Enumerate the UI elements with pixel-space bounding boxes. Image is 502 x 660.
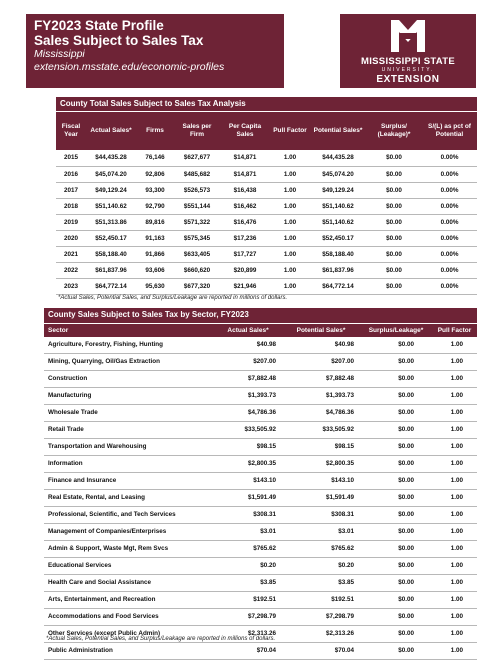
sector-name-cell: Finance and Insurance [44,473,214,490]
sector-name-cell: Agriculture, Forestry, Fishing, Hunting [44,337,214,354]
table-row [44,507,477,524]
table1-header-cell: S/(L) as pct of Potential [422,112,477,150]
table-cell: $0.00 [366,182,422,198]
table-cell: $7,298.79 [214,609,282,626]
table-row [56,198,477,214]
table-cell: 1.00 [432,609,477,626]
table-cell: 0.00% [422,214,477,230]
table-cell: 1.00 [432,626,477,643]
sector-name-cell: Retail Trade [44,422,214,439]
table-cell: $16,476 [220,214,270,230]
table-row [56,166,477,182]
table-cell: $0.00 [360,337,432,354]
table-cell: $0.00 [366,198,422,214]
table-cell: 1.00 [432,558,477,575]
table-cell: 1.00 [432,643,477,660]
table-cell: 0.00% [422,246,477,262]
table1-header-cell: Firms [136,112,174,150]
table-cell: $49,129.24 [86,182,136,198]
table-cell: 0.00% [422,278,477,294]
table-cell: $192.51 [282,592,360,609]
table-cell: 1.00 [432,456,477,473]
table-row [56,150,477,166]
table-row [44,592,477,609]
table-cell: $0.00 [360,541,432,558]
table-cell: $0.00 [366,278,422,294]
table-cell: 91,163 [136,230,174,246]
table-cell: $7,298.79 [282,609,360,626]
table-cell: $0.00 [360,524,432,541]
table-cell: $660,620 [174,262,220,278]
table-cell: $0.00 [360,405,432,422]
table-cell: $3.85 [282,575,360,592]
table-row [56,246,477,262]
sector-name-cell: Professional, Scientific, and Tech Services [44,507,214,524]
table-cell: 1.00 [432,592,477,609]
table-cell: 0.00% [422,150,477,166]
table-cell: $45,074.20 [86,166,136,182]
table-cell: $2,800.35 [282,456,360,473]
table-cell: $0.00 [360,473,432,490]
logo-university: MISSISSIPPI STATE [361,56,455,67]
table1-header-cell: Surplus/ (Leakage)* [366,112,422,150]
table-row [44,575,477,592]
table-cell: $207.00 [282,354,360,371]
sector-name-cell: Admin & Support, Waste Mgt, Rem Svcs [44,541,214,558]
table-cell: 1.00 [270,150,310,166]
table-row [44,558,477,575]
table-cell: 1.00 [432,422,477,439]
sector-name-cell: Information [44,456,214,473]
table-cell: $2,800.35 [214,456,282,473]
table1-header-cell: Fiscal Year [56,112,86,150]
table-row [56,230,477,246]
table-cell: $485,682 [174,166,220,182]
table-cell: 1.00 [270,230,310,246]
logo-university-sub: UNIVERSITY. [381,67,435,73]
table-row [56,262,477,278]
table-cell: 1.00 [432,473,477,490]
table-cell: $0.00 [360,439,432,456]
table2-header-cell: Pull Factor [432,324,477,337]
table-cell: 1.00 [270,214,310,230]
table-cell: $526,573 [174,182,220,198]
county-total-sales-table [56,112,477,295]
table-cell: $98.15 [282,439,360,456]
table-cell: $4,786.36 [214,405,282,422]
table-cell: $627,677 [174,150,220,166]
table-cell: 1.00 [270,278,310,294]
table-cell: $16,462 [220,198,270,214]
table-cell: 0.00% [422,182,477,198]
table-cell: $17,236 [220,230,270,246]
table-cell: $14,871 [220,166,270,182]
table-cell: 1.00 [270,262,310,278]
table-cell: 89,816 [136,214,174,230]
table-cell: $61,837.96 [310,262,366,278]
table-cell: $575,345 [174,230,220,246]
table-cell: 0.00% [422,262,477,278]
table2-title: County Sales Subject to Sales Tax by Sector, FY2023 [44,308,477,323]
logo-extension: EXTENSION [376,74,440,85]
table-cell: $0.00 [360,490,432,507]
table-cell: $0.00 [360,456,432,473]
table-row [44,541,477,558]
table-cell: 1.00 [432,490,477,507]
table-cell: $51,140.62 [86,198,136,214]
table-cell: 2019 [56,214,86,230]
table-row [56,278,477,294]
table-cell: 1.00 [432,541,477,558]
table-cell: 95,630 [136,278,174,294]
table1-header-cell: Pull Factor [270,112,310,150]
table-cell: $44,435.28 [86,150,136,166]
table-cell: $33,505.92 [214,422,282,439]
table2-header-cell: Actual Sales* [214,324,282,337]
sector-name-cell: Transportation and Warehousing [44,439,214,456]
table2-footnote: *Actual Sales, Potential Sales, and Surplus/Leakage are reported in millions of dollars. [46,636,276,642]
table1-header-cell: Sales per Firm [174,112,220,150]
table-cell: 1.00 [432,337,477,354]
table-cell: $0.00 [360,507,432,524]
table1-footnote: *Actual Sales, Potential Sales, and Surplus/Leakage are reported in millions of dollars. [58,295,288,301]
table-cell: $40.98 [282,337,360,354]
table-cell: $7,882.48 [214,371,282,388]
table-row [44,609,477,626]
table2-header-cell: Sector [44,324,214,337]
table1-header-cell: Per Capita Sales [220,112,270,150]
sector-name-cell: Real Estate, Rental, and Leasing [44,490,214,507]
table-cell: 1.00 [270,166,310,182]
table-cell: $0.00 [366,262,422,278]
table-cell: 1.00 [432,354,477,371]
sector-name-cell: Health Care and Social Assistance [44,575,214,592]
table1-header-cell: Potential Sales* [310,112,366,150]
table-cell: $52,450.17 [86,230,136,246]
table-cell: 2017 [56,182,86,198]
table-cell: 2016 [56,166,86,182]
table-cell: $1,591.49 [214,490,282,507]
table-cell: 2023 [56,278,86,294]
table-row [56,214,477,230]
table-row [44,456,477,473]
table-cell: $0.00 [360,592,432,609]
table-cell: 76,146 [136,150,174,166]
table-cell: $0.00 [366,246,422,262]
table-cell: $0.00 [366,166,422,182]
table-cell: $0.00 [366,230,422,246]
table-cell: $58,188.40 [86,246,136,262]
table-cell: $0.00 [360,388,432,405]
header-title: FY2023 State Profile [34,18,164,33]
table-cell: 1.00 [432,388,477,405]
table-cell: $58,188.40 [310,246,366,262]
msu-seal-icon [389,18,427,54]
table-cell: $633,405 [174,246,220,262]
table-cell: $70.04 [282,643,360,660]
table2-header-cell: Potential Sales* [282,324,360,337]
table-cell: $51,313.86 [86,214,136,230]
table-cell: $70.04 [214,643,282,660]
table-cell: 0.00% [422,230,477,246]
table-cell: $0.00 [360,626,432,643]
table2-header-cell: Surplus/Leakage* [360,324,432,337]
table-cell: $0.00 [360,558,432,575]
header-state: Mississippi [34,48,85,60]
sector-name-cell: Public Administration [44,643,214,660]
table-cell: $64,772.14 [310,278,366,294]
table-row [44,643,477,660]
header-url: extension.msstate.edu/economic-profiles [34,61,225,73]
table-cell: $207.00 [214,354,282,371]
table-cell: $1,591.49 [282,490,360,507]
table-cell: $52,450.17 [310,230,366,246]
table-cell: $45,074.20 [310,166,366,182]
table-cell: $1,393.73 [214,388,282,405]
sector-name-cell: Wholesale Trade [44,405,214,422]
sector-name-cell: Construction [44,371,214,388]
table-cell: 1.00 [432,524,477,541]
table-cell: 1.00 [270,246,310,262]
sector-name-cell: Educational Services [44,558,214,575]
table-cell: 2022 [56,262,86,278]
table-cell: 1.00 [270,198,310,214]
table-cell: $0.00 [366,214,422,230]
table-cell: $308.31 [282,507,360,524]
table-cell: 0.00% [422,198,477,214]
table-cell: $308.31 [214,507,282,524]
table-cell: $192.51 [214,592,282,609]
table-cell: $1,393.73 [282,388,360,405]
table-cell: $14,871 [220,150,270,166]
table-cell: 1.00 [432,405,477,422]
table-cell: $40.98 [214,337,282,354]
table-cell: $2,313.26 [214,626,282,643]
table-row [44,337,477,354]
table-cell: $765.62 [282,541,360,558]
table-cell: 1.00 [432,439,477,456]
table-cell: 92,806 [136,166,174,182]
table-cell: 93,606 [136,262,174,278]
table-row [44,422,477,439]
table-cell: $3.01 [214,524,282,541]
table-cell: $44,435.28 [310,150,366,166]
table-cell: 2021 [56,246,86,262]
table-row [44,473,477,490]
table-cell: $51,140.62 [310,214,366,230]
table-cell: $3.01 [282,524,360,541]
sector-name-cell: Arts, Entertainment, and Recreation [44,592,214,609]
table-cell: $765.62 [214,541,282,558]
table-cell: $143.10 [282,473,360,490]
table-cell: $4,786.36 [282,405,360,422]
table1-title: County Total Sales Subject to Sales Tax Analysis [56,97,477,111]
table-cell: $33,505.92 [282,422,360,439]
profile-header [26,14,284,88]
table-cell: $0.00 [360,354,432,371]
table-cell: $20,899 [220,262,270,278]
table-row [44,439,477,456]
table-cell: 1.00 [432,575,477,592]
table-row [44,388,477,405]
table-cell: 1.00 [432,371,477,388]
table-cell: 2018 [56,198,86,214]
table-cell: $0.00 [360,575,432,592]
table-cell: $7,882.48 [282,371,360,388]
table-cell: $0.20 [214,558,282,575]
table-cell: 1.00 [270,182,310,198]
table-cell: $64,772.14 [86,278,136,294]
table-cell: $49,129.24 [310,182,366,198]
table-cell: 1.00 [432,507,477,524]
table-cell: 2020 [56,230,86,246]
table-row [44,354,477,371]
sector-name-cell: Management of Companies/Enterprises [44,524,214,541]
table-cell: $571,322 [174,214,220,230]
table-cell: $551,144 [174,198,220,214]
table-cell: $16,438 [220,182,270,198]
table-cell: $0.00 [360,609,432,626]
table-row [44,490,477,507]
table-cell: $17,727 [220,246,270,262]
sector-sales-table [44,324,477,660]
table-cell: $143.10 [214,473,282,490]
table-cell: $3.85 [214,575,282,592]
sector-name-cell: Other Services (except Public Admin) [44,626,214,643]
table-row [44,524,477,541]
table-row [44,371,477,388]
table-cell: $677,320 [174,278,220,294]
table-cell: $21,946 [220,278,270,294]
table-cell: $51,140.62 [310,198,366,214]
table-cell: 91,866 [136,246,174,262]
table-cell: $0.00 [360,422,432,439]
table1-header-cell: Actual Sales* [86,112,136,150]
table-cell: 0.00% [422,166,477,182]
table-cell: $0.00 [360,643,432,660]
table-cell: 2015 [56,150,86,166]
header-subtitle: Sales Subject to Sales Tax [34,33,204,48]
table-cell: 93,300 [136,182,174,198]
table-cell: $0.00 [360,371,432,388]
table-row [44,405,477,422]
sector-name-cell: Manufacturing [44,388,214,405]
table-cell: $0.20 [282,558,360,575]
sector-name-cell: Accommodations and Food Services [44,609,214,626]
table-cell: $61,837.96 [86,262,136,278]
table-row [56,182,477,198]
msu-extension-logo [340,14,476,88]
sector-name-cell: Mining, Quarrying, Oil/Gas Extraction [44,354,214,371]
table-cell: $2,313.26 [282,626,360,643]
table-cell: $0.00 [366,150,422,166]
table-cell: $98.15 [214,439,282,456]
table-cell: 92,790 [136,198,174,214]
